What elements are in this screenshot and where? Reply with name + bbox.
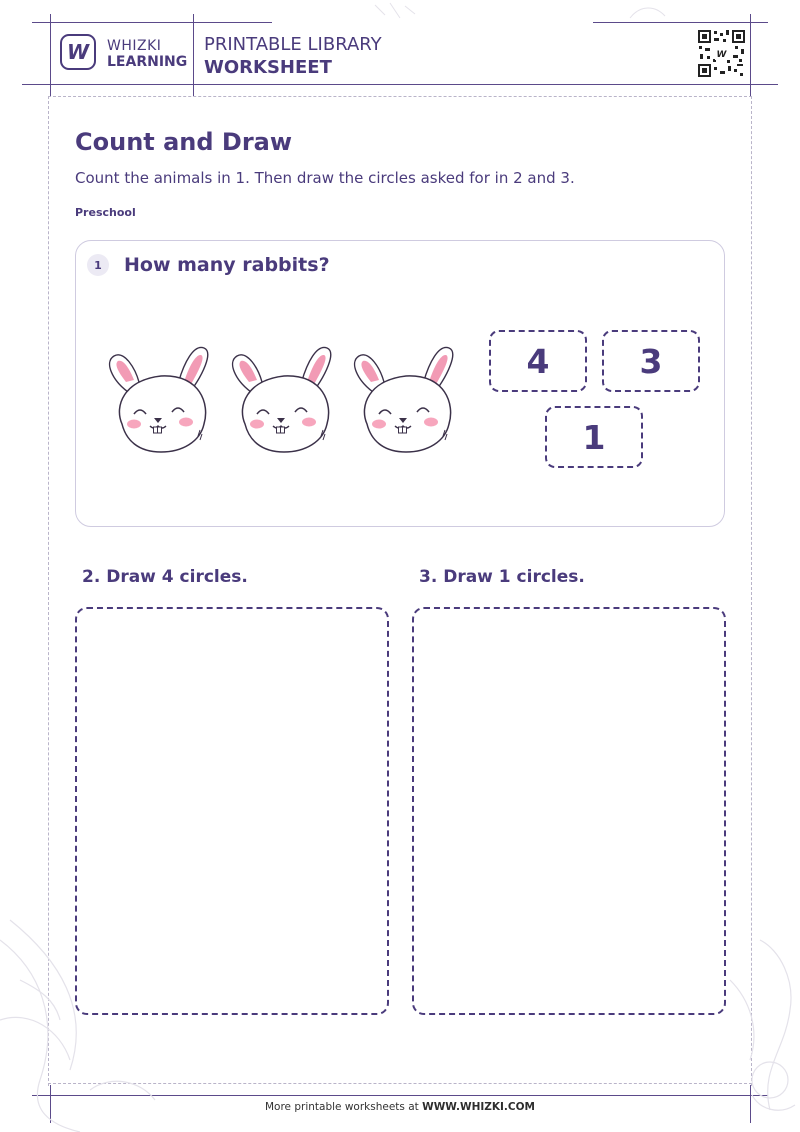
grade-label: Preschool: [75, 206, 136, 219]
question-number-badge: 1: [87, 254, 109, 276]
instructions: Count the animals in 1. Then draw the circles asked for in 2 and 3.: [75, 169, 575, 187]
answer-choice-3[interactable]: 3: [602, 330, 700, 392]
answer-choice-1[interactable]: 1: [545, 406, 643, 468]
header-top-line: [32, 22, 272, 23]
question-2-drawing-area[interactable]: [75, 607, 389, 1015]
rabbit-icon: [351, 340, 461, 460]
page-border-top: [48, 96, 752, 97]
qr-code-icon: [697, 29, 746, 78]
question-1-prompt: How many rabbits?: [124, 254, 330, 276]
question-3-title: 3. Draw 1 circles.: [419, 567, 585, 587]
header-bottom-line: [22, 84, 778, 85]
header-divider-right: [750, 14, 751, 96]
header-top-line-right: [593, 22, 768, 23]
svg-text:W: W: [716, 50, 727, 60]
decorative-sketch-top: [370, 0, 430, 22]
question-2-title: 2. Draw 4 circles.: [82, 567, 248, 587]
brand-name-top: WHIZKI: [107, 38, 162, 54]
footer-link[interactable]: WWW.WHIZKI.COM: [422, 1101, 535, 1113]
question-3-drawing-area[interactable]: [412, 607, 726, 1015]
header-divider-left: [50, 14, 51, 96]
header-line1: PRINTABLE LIBRARY: [204, 34, 382, 55]
header-divider-mid: [193, 14, 194, 96]
rabbit-icon: [106, 340, 216, 460]
answer-choice-4[interactable]: 4: [489, 330, 587, 392]
brand-name-bottom: LEARNING: [107, 54, 188, 70]
rabbit-icon: [229, 340, 339, 460]
header-line2: WORKSHEET: [204, 57, 332, 78]
decorative-sketch-top-right: [625, 0, 675, 22]
page-title: Count and Draw: [75, 128, 293, 156]
whizki-logo-icon: W: [60, 34, 96, 70]
footer-text: More printable worksheets at WWW.WHIZKI.COM: [264, 1101, 535, 1113]
